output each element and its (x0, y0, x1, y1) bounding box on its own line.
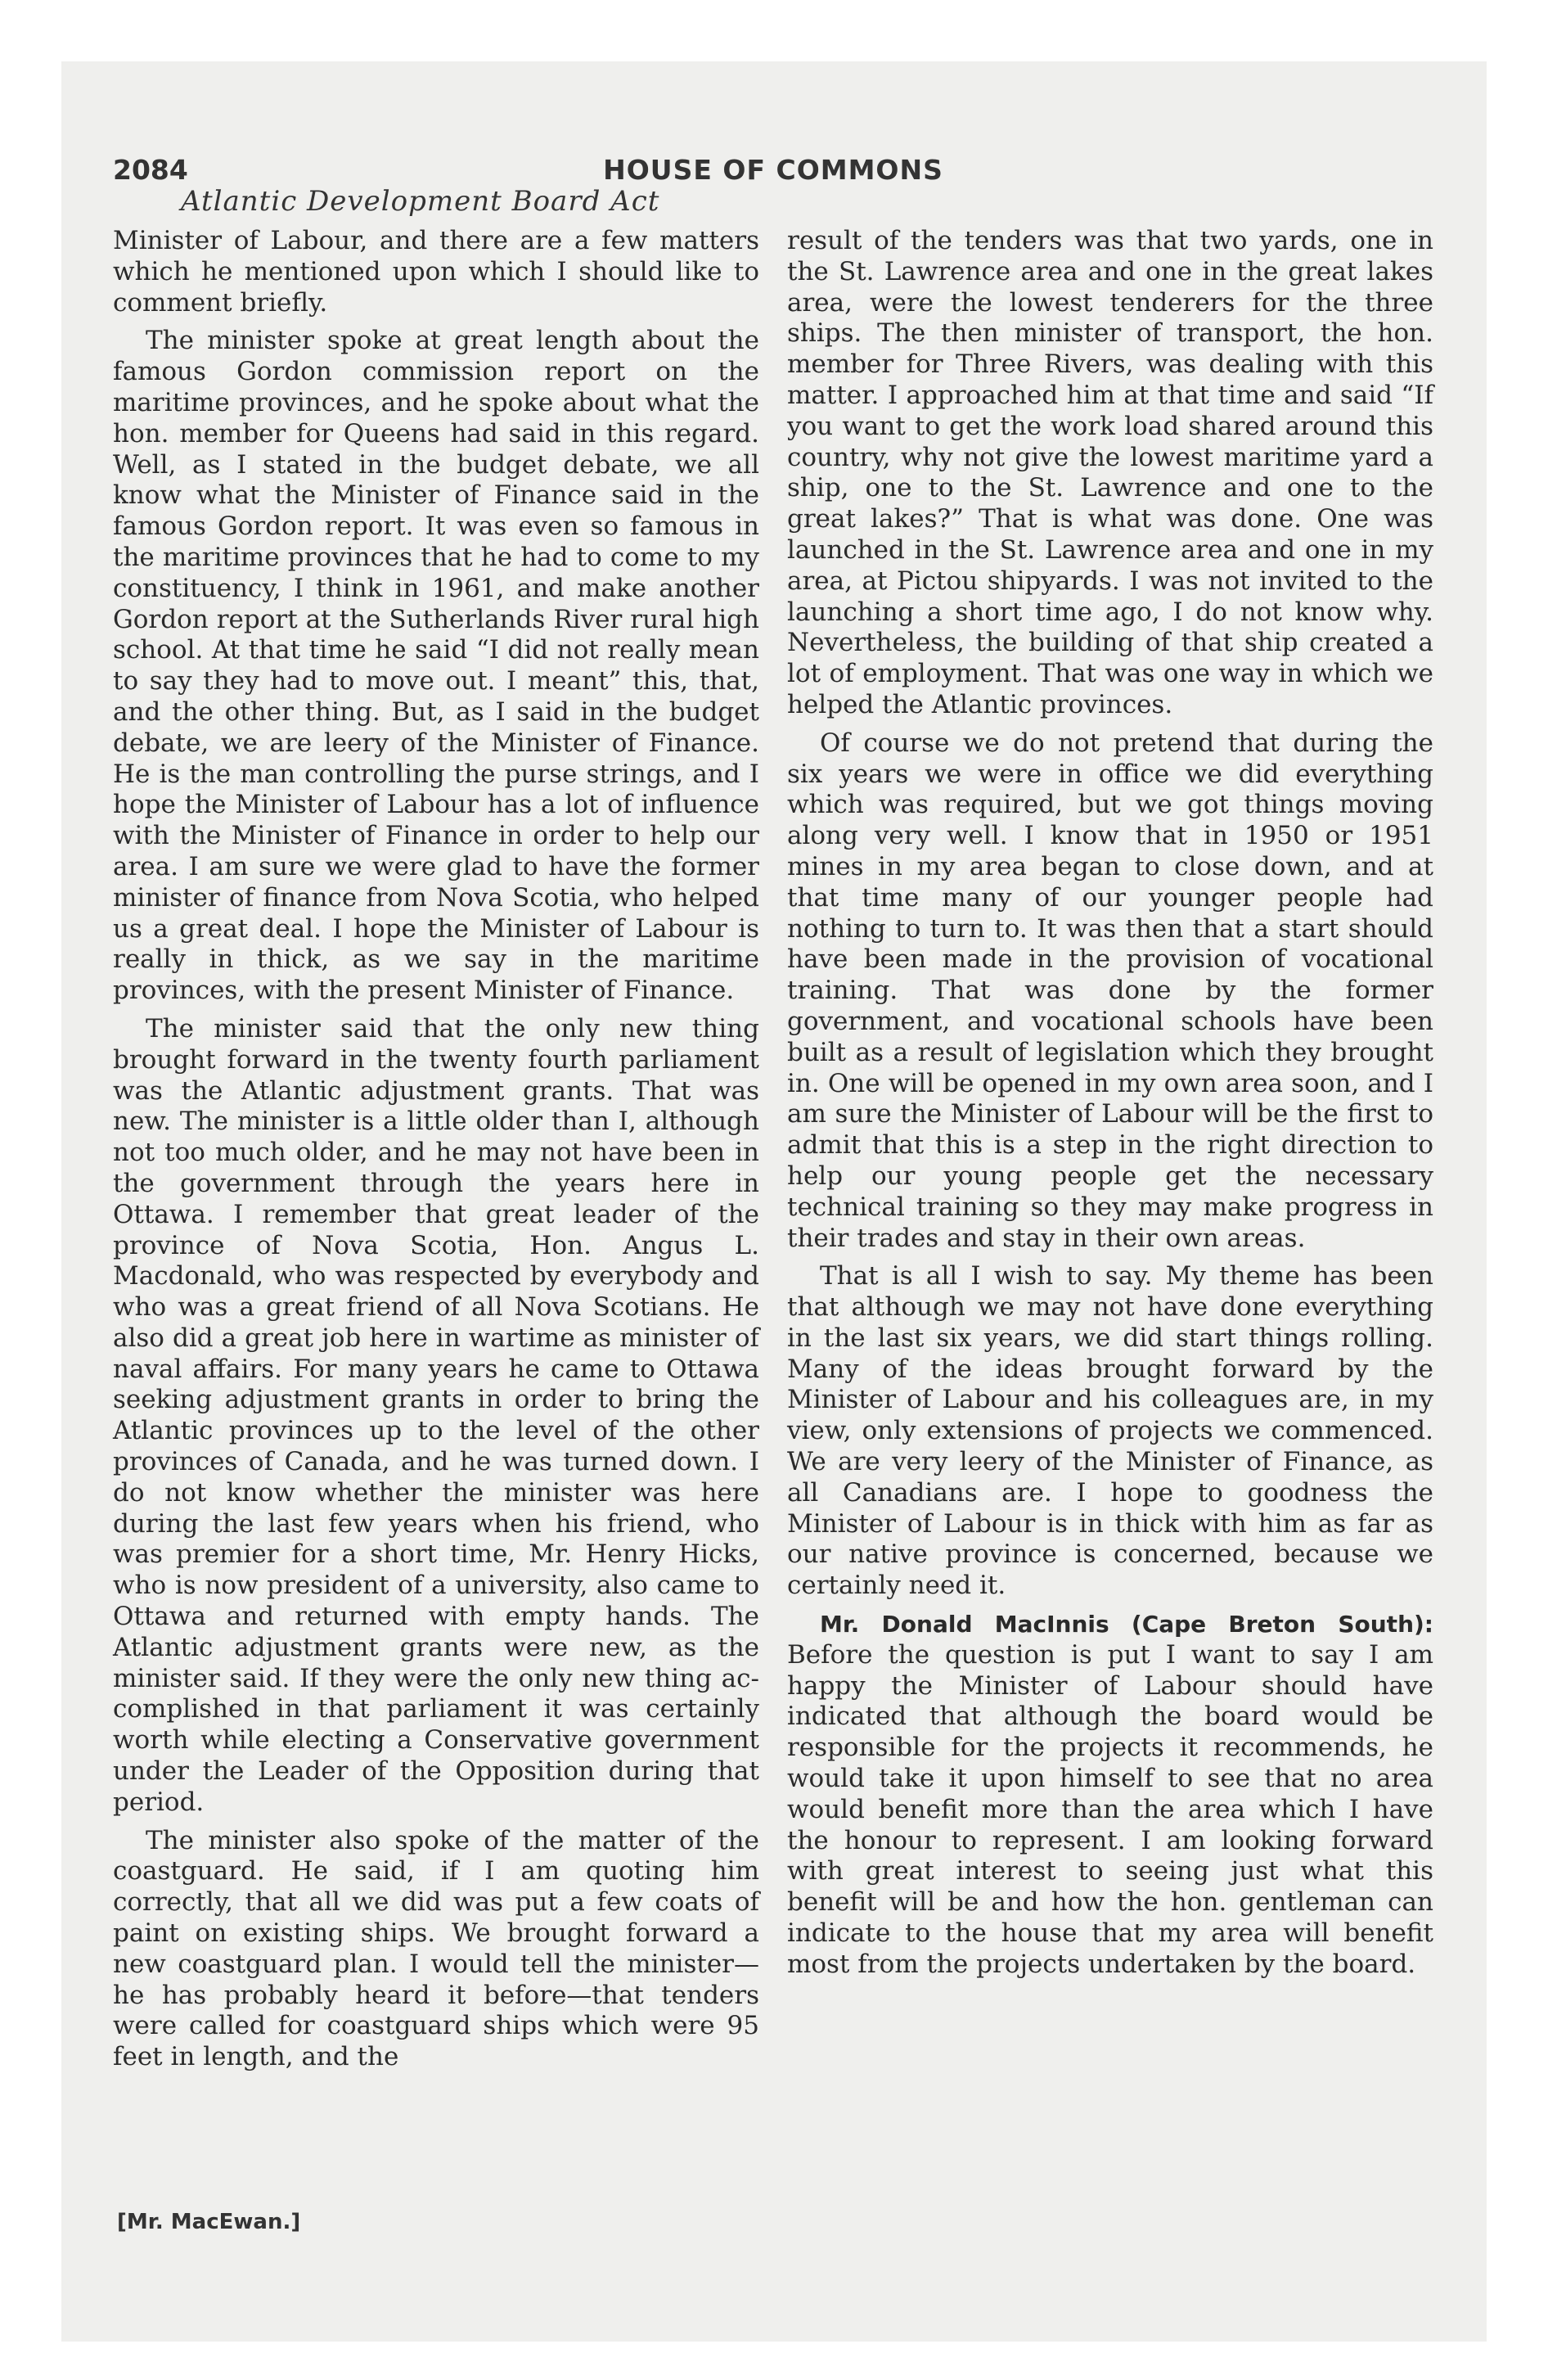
running-head: HOUSE OF COMMONS (603, 154, 943, 186)
section-title: Atlantic Development Board Act (181, 185, 660, 218)
left-column (113, 226, 759, 2080)
paragraph: The minister also spoke of the matter of the coastguard. He said, if I am quoting him correctly, that all we did was put a few coats of paint on existing ships. We brought forward a new coastguard plan. I would tell the minister—he has probably heard it before—that tenders were called for coastguard ships which were 95 feet in length, and the (113, 1825, 759, 2072)
paragraph: Of course we do not pretend that during the six years we were in office we did everything which was required, but we got things moving along very well. I know that in 1950 or 1951 mines in my area began to close down, and at that time many of our younger people had nothing to turn to. It was then that a start should have been made in the provision of vocational training. That was done by the former government, and vocational schools have been built as a result of legislation which they brought in. One will be opened in my own area soon, and I am sure the Minister of Labour will be the first to admit that this is a step in the right direction to help our young people get the necessary technical training so they may make progress in their trades and stay in their own areas. (787, 728, 1433, 1253)
footer-attribution: [Mr. MacEwan.] (117, 2210, 301, 2234)
paragraph: That is all I wish to say. My theme has been that although we may not have done everything in the last six years, we did start things rolling. Many of the ideas brought forward by the Minister of Labour and his colleagues are, in my view, only extensions of projects we commenced. We are very leery of the Minister of Finance, as all Canadians are. I hope to goodness the Minister of Labour is in thick with him as far as our native province is concerned, because we certainly need it. (787, 1261, 1433, 1601)
speaker-text: Before the question is put I want to say I am happy the Minister of Labour should have indicated that although the board would be responsible for the projects it recommends, he would take it upon himself to see that no area would benefit more than the area which I have the honour to represent. I am looking forward with great interest to seeing just what this benefit will be and how the hon. gentleman can indicate to the house that my area will benefit most from the projects undertaken by the board. (787, 1639, 1433, 1979)
paragraph: The minister spoke at great length about the famous Gordon commission report on the maritime provinces, and he spoke about what the hon. member for Queens had said in this regard. Well, as I stated in the budget debate, we all know what the Minister of Finance said in the famous Gordon report. It was even so famous in the maritime provinces that he had to come to my constituency, I think in 1961, and make another Gordon report at the Sutherlands River rural high school. At that time he said “I did not really mean to say they had to move out. I meant” this, that, and the other thing. But, as I said in the budget debate, we are leery of the Minister of Finance. He is the man controlling the purse strings, and I hope the Minister of Labour has a lot of influence with the Minister of Finance in order to help our area. I am sure we were glad to have the former minister of finance from Nova Scotia, who helped us a great deal. I hope the Minister of Labour is really in thick, as we say in the maritime provinces, with the present Minister of Finance. (113, 326, 759, 1006)
right-column (787, 226, 1433, 1988)
speaker-paragraph (787, 1609, 1433, 1981)
paragraph: result of the tenders was that two yards, one in the St. Lawrence area and one in the great lakes area, were the lowest tenderers for the three ships. The then minister of transport, the hon. member for Three Rivers, was dealing with this matter. I approached him at that time and said “If you want to get the work load shared around this country, why not give the lowest maritime yard a ship, one to the St. Lawrence and one to the great lakes?” That is what was done. One was launched in the St. Lawrence area and one in my area, at Pictou shipyards. I was not invited to the launching a short time ago, I do not know why. Nevertheless, the building of that ship created a lot of employment. That was one way in which we helped the Atlantic provinces. (787, 226, 1433, 719)
paragraph: Minister of Labour, and there are a few matters which he mentioned upon which I should like to comment briefly. (113, 226, 759, 318)
page-number: 2084 (113, 154, 188, 186)
speaker-name: Mr. Donald MacInnis (Cape Breton South): (820, 1611, 1433, 1639)
paragraph: The minister said that the only new thing brought forward in the twenty fourth parliament was the Atlantic adjustment grants. That was new. The minister is a little older than I, although not too much older, and he may not have been in the government through the years here in Ottawa. I remember that great leader of the province of Nova Scotia, Hon. Angus L. Macdonald, who was respected by everybody and who was a great friend of all Nova Scotians. He also did a great job here in wartime as minister of naval affairs. For many years he came to Ottawa seeking adjustment grants in order to bring the Atlantic provinces up to the level of the other provinces of Canada, and he was turned down. I do not know whether the minister was here during the last few years when his friend, who was premier for a short time, Mr. Henry Hicks, who is now president of a university, also came to Ottawa and returned with empty hands. The Atlantic adjustment grants were new, as the minister said. If they were the only new thing accomplished in that parliament it was certainly worth while electing a Conservative government under the Leader of the Opposition during that period. (113, 1013, 759, 1817)
